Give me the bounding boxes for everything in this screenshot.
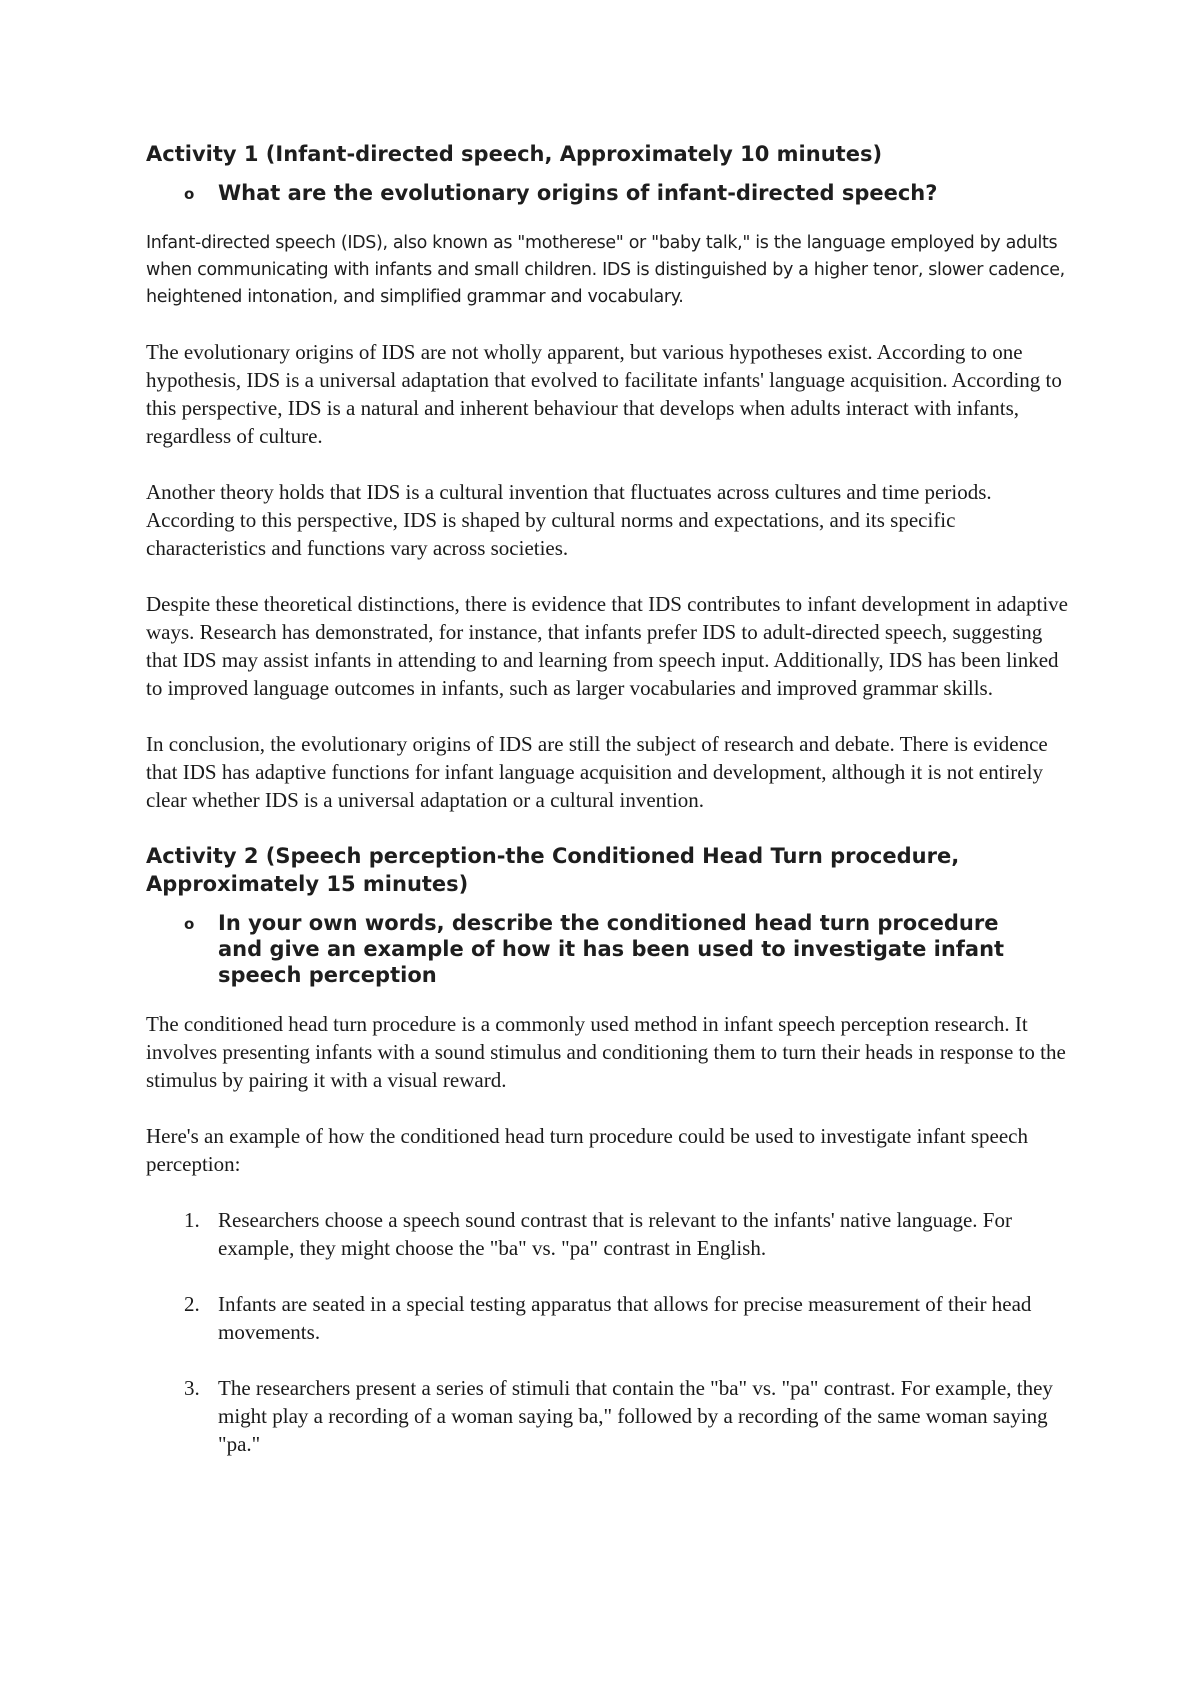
activity-2-heading: Activity 2 (Speech perception-the Conditioned Head Turn procedure, Approximately 15 minutes): [146, 844, 960, 896]
paragraph: In conclusion, the evolutionary origins of IDS are still the subject of research and debate. There is evidence that IDS has adaptive functions for infant language acquisition and development, although it is not entirely clear whether IDS is a universal adaptation or a cultural invention.: [146, 732, 1048, 812]
list-item: [146, 1290, 1076, 1346]
activity-2-question: [146, 910, 1076, 988]
question-text: In your own words, describe the conditioned head turn procedure and give an example of how it has been used to investigate infant speech perception: [218, 911, 1005, 987]
paragraph: The conditioned head turn procedure is a commonly used method in infant speech perception research. It involves presenting infants with a sound stimulus and conditioning them to turn their heads in response to the stimulus by pairing it with a visual reward.: [146, 1012, 1066, 1092]
ids-definition-paragraph: Infant-directed speech (IDS), also known as "motherese" or "baby talk," is the language employed by adults when communicating with infants and small children. IDS is distinguished by a higher tenor, slower cadence, heightened intonation, and simplified grammar and vocabulary.: [146, 233, 1065, 307]
procedure-steps-list: [146, 1206, 1076, 1458]
list-item-text: The researchers present a series of stimuli that contain the "ba" vs. "pa" contrast. For example, they might play a recording of a woman saying ba," followed by a recording of the same woman saying "pa.": [218, 1376, 1053, 1456]
paragraph: Here's an example of how the conditioned head turn procedure could be used to investigate infant speech perception:: [146, 1124, 1028, 1176]
activity-1-heading: Activity 1 (Infant-directed speech, Approximately 10 minutes): [146, 142, 883, 166]
bullet-marker: o: [184, 185, 195, 203]
list-item-text: Researchers choose a speech sound contrast that is relevant to the infants' native language. For example, they might choose the "ba" vs. "pa" contrast in English.: [218, 1208, 1012, 1260]
paragraph: The evolutionary origins of IDS are not wholly apparent, but various hypotheses exist. According to one hypothesis, IDS is a universal adaptation that evolved to facilitate infants' language acquisition. According to this perspective, IDS is a natural and inherent behaviour that develops when adults interact with infants, regardless of culture.: [146, 340, 1062, 448]
document-page: [146, 140, 1076, 1486]
list-number: 2.: [184, 1292, 200, 1316]
paragraph: Another theory holds that IDS is a cultural invention that fluctuates across cultures and time periods. According to this perspective, IDS is shaped by cultural norms and expectations, and its specific characteristics and functions vary across societies.: [146, 480, 992, 560]
list-item: [146, 1206, 1076, 1262]
bullet-marker: o: [184, 915, 195, 933]
activity-1-question: [146, 180, 1076, 208]
list-item-text: Infants are seated in a special testing apparatus that allows for precise measurement of their head movements.: [218, 1292, 1032, 1344]
list-number: 3.: [184, 1376, 200, 1400]
question-text: What are the evolutionary origins of infant-directed speech?: [218, 181, 938, 205]
list-number: 1.: [184, 1208, 200, 1232]
paragraph: Despite these theoretical distinctions, there is evidence that IDS contributes to infant development in adaptive ways. Research has demonstrated, for instance, that infants prefer IDS to adult-directed speech, suggesting that IDS may assist infants in attending to and learning from speech input. Additionally, IDS has been linked to improved language outcomes in infants, such as larger vocabularies and improved grammar skills.: [146, 592, 1068, 700]
list-item: [146, 1374, 1076, 1458]
